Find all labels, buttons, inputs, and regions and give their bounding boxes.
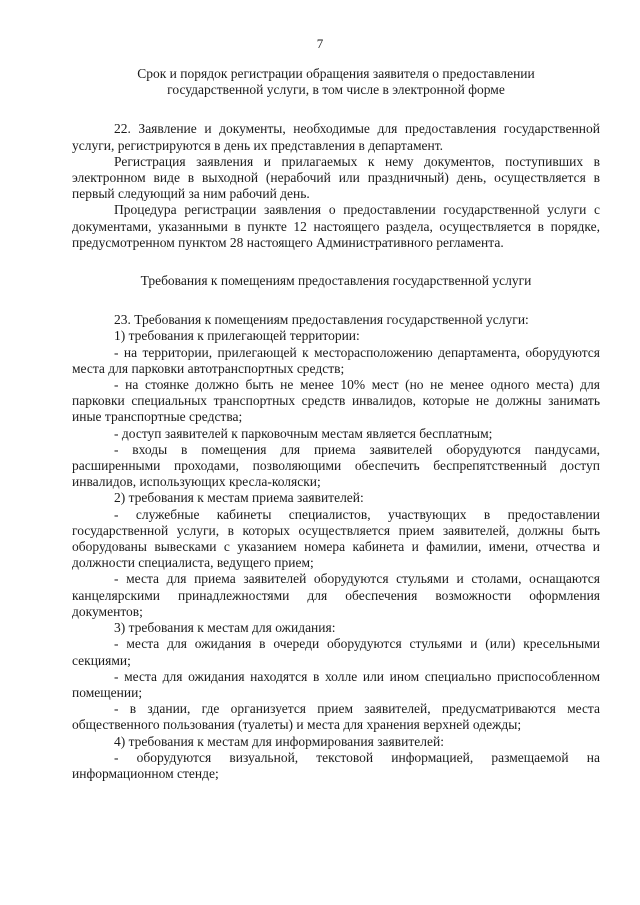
page-number: 7: [316, 36, 324, 51]
section-heading-registration: [72, 66, 600, 98]
list-item: 3) требования к местам для ожидания:: [114, 620, 336, 636]
list-item: - оборудуются визуальной, текстовой информацией, размещаемой на информационном стенде;: [72, 749, 600, 781]
list-item: - места для ожидания находятся в холле или ином специально приспособленном помещении;: [72, 668, 600, 700]
paragraph: Регистрация заявления и прилагаемых к нему документов, поступивших в электронном виде в выходной (нерабочий или праздничный) день, осуществляется в первый следующий за ним рабочий день.: [72, 153, 600, 202]
list-item: - доступ заявителей к парковочным местам является бесплатным;: [114, 425, 493, 441]
list-item: 2) требования к местам приема заявителей:: [114, 490, 364, 506]
section-heading-premises: Требования к помещениям предоставления государственной услуги: [140, 273, 532, 289]
list-item: - служебные кабинеты специалистов, участвующих в предоставлении государственной услуги, в которых осуществляется прием заявителей, должны быть оборудованы вывесками с указанием номера кабинета и фамилии, имени, отчества и должности специалиста, ведущего прием;: [72, 506, 600, 571]
paragraph: Процедура регистрации заявления о предоставлении государственной услуги с документами, указанными в пункте 12 настоящего раздела, осуществляется в порядке, предусмотренном пунктом 28 настоящего Административного регламента.: [72, 202, 600, 250]
document-body: [72, 64, 600, 782]
heading-line: Срок и порядок регистрации обращения заявителя о предоставлении: [137, 66, 535, 81]
paragraph-22: 22. Заявление и документы, необходимые для предоставления государственной услуги, регистрируются в день их представления в департамент.: [72, 121, 600, 153]
paragraph-23: 23. Требования к помещениям предоставления государственной услуги:: [114, 312, 529, 328]
list-item: - на территории, прилегающей к месторасположению департамента, оборудуются места для парковки автотранспортных средств;: [72, 344, 600, 376]
list-item: 1) требования к прилегающей территории:: [114, 328, 360, 344]
heading-line: государственной услуги, в том числе в электронной форме: [167, 82, 505, 98]
list-item: - на стоянке должно быть не менее 10% мест (но не менее одного места) для парковки специальных транспортных средств инвалидов, которые не должны занимать иные транспортные средства;: [72, 377, 600, 425]
list-item: - в здании, где организуется прием заявителей, предусматриваются места общественного пользования (туалеты) и места для хранения верхней одежды;: [72, 701, 600, 733]
list-item: 4) требования к местам для информирования заявителей:: [114, 733, 444, 749]
list-item: - места для ожидания в очереди оборудуются стульями и (или) кресельными секциями;: [72, 636, 600, 668]
list-item: - места для приема заявителей оборудуются стульями и столами, оснащаются канцелярскими принадлежностями для обеспечения возможности оформления документов;: [72, 571, 600, 619]
list-item: - входы в помещения для приема заявителей оборудуются пандусами, расширенными проходами, позволяющими обеспечить беспрепятственный доступ инвалидов, использующих кресла-коляски;: [72, 441, 600, 490]
